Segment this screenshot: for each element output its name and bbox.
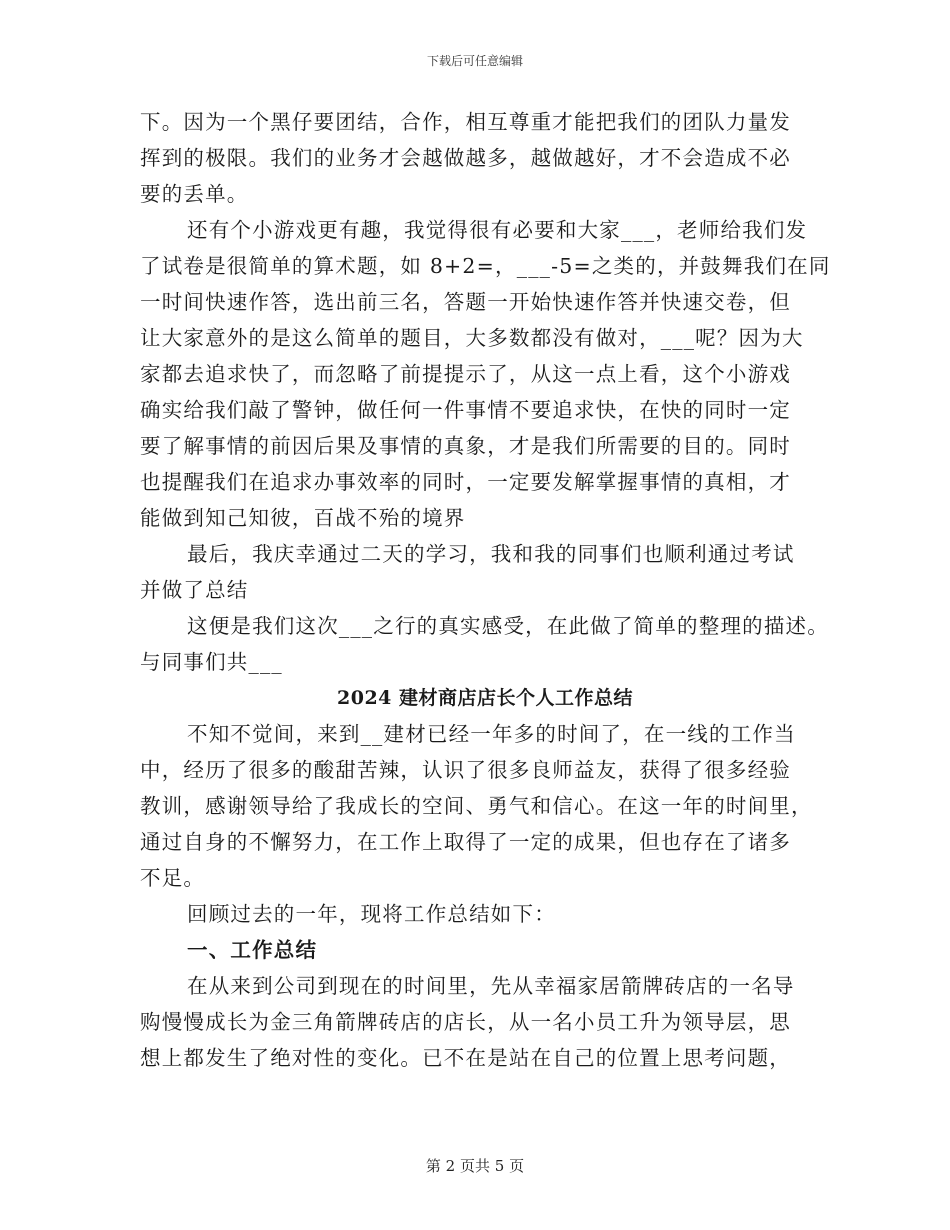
- section-title: 2024 建材商店店长个人工作总结: [337, 687, 633, 709]
- page-header: 下载后可任意编辑: [426, 54, 523, 68]
- text-line: 这便是我们这次___之行的真实感受，在此做了简单的整理的描述。: [187, 614, 829, 638]
- text-line: 下。因为一个黑仔要团结，合作，相互尊重才能把我们的团队力量发: [140, 110, 791, 134]
- text-line: 一时间快速作答，选出前三名，答题一开始快速作答并快速交卷，但: [140, 290, 791, 314]
- text-line: 也提醒我们在追求办事效率的同时，一定要发解掌握事情的真相，才: [140, 470, 791, 494]
- text-line: 教训，感谢领导给了我成长的空间、勇气和信心。在这一年的时间里，: [140, 794, 813, 818]
- text-line: 确实给我们敲了警钟，做任何一件事情不要追求快，在快的同时一定: [140, 398, 791, 422]
- text-line: 还有个小游戏更有趣，我觉得很有必要和大家___，老师给我们发: [187, 218, 808, 242]
- text-line: 想上都发生了绝对性的变化。已不在是站在自己的位置上思考问题，: [140, 1046, 791, 1070]
- text-line: 最后，我庆幸通过二天的学习，我和我的同事们也顺利通过考试: [187, 542, 795, 566]
- subheading: 一、工作总结: [187, 938, 318, 962]
- text-line: 要的丢单。: [140, 182, 249, 206]
- text-line: 并做了总结: [140, 578, 249, 602]
- text-line: 不足。: [140, 866, 206, 890]
- text-line: 在从来到公司到现在的时间里，先从幸福家居箭牌砖店的一名导: [187, 974, 795, 998]
- text-line: 回顾过去的一年，现将工作总结如下：: [187, 902, 556, 926]
- document-body: [140, 104, 830, 1076]
- text-line: 要了解事情的前因后果及事情的真象，才是我们所需要的目的。同时: [140, 434, 791, 458]
- text-line: 挥到的极限。我们的业务才会越做越多，越做越好，才不会造成不必: [140, 146, 791, 170]
- text-line: 了试卷是很简单的算术题，如 8+2=，___-5=之类的，并鼓舞我们在同: [140, 254, 831, 278]
- text-line: 让大家意外的是这么简单的题目，大多数都没有做对，___呢？因为大: [140, 326, 804, 350]
- text-line: 能做到知己知彼，百战不殆的境界: [140, 506, 466, 530]
- text-line: 中，经历了很多的酸甜苦辣，认识了很多良师益友，获得了很多经验: [140, 758, 791, 782]
- text-line: 通过自身的不懈努力，在工作上取得了一定的成果，但也存在了诸多: [140, 830, 791, 854]
- text-line: 购慢慢成长为金三角箭牌砖店的店长，从一名小员工升为领导层，思: [140, 1010, 791, 1034]
- text-line: 不知不觉间，来到__建材已经一年多的时间了，在一线的工作当: [187, 722, 796, 746]
- text-line: 与同事们共___: [140, 650, 283, 674]
- page-footer: 第 2 页共 5 页: [425, 1157, 525, 1175]
- text-line: 家都去追求快了，而忽略了前提提示了，从这一点上看，这个小游戏: [140, 362, 791, 386]
